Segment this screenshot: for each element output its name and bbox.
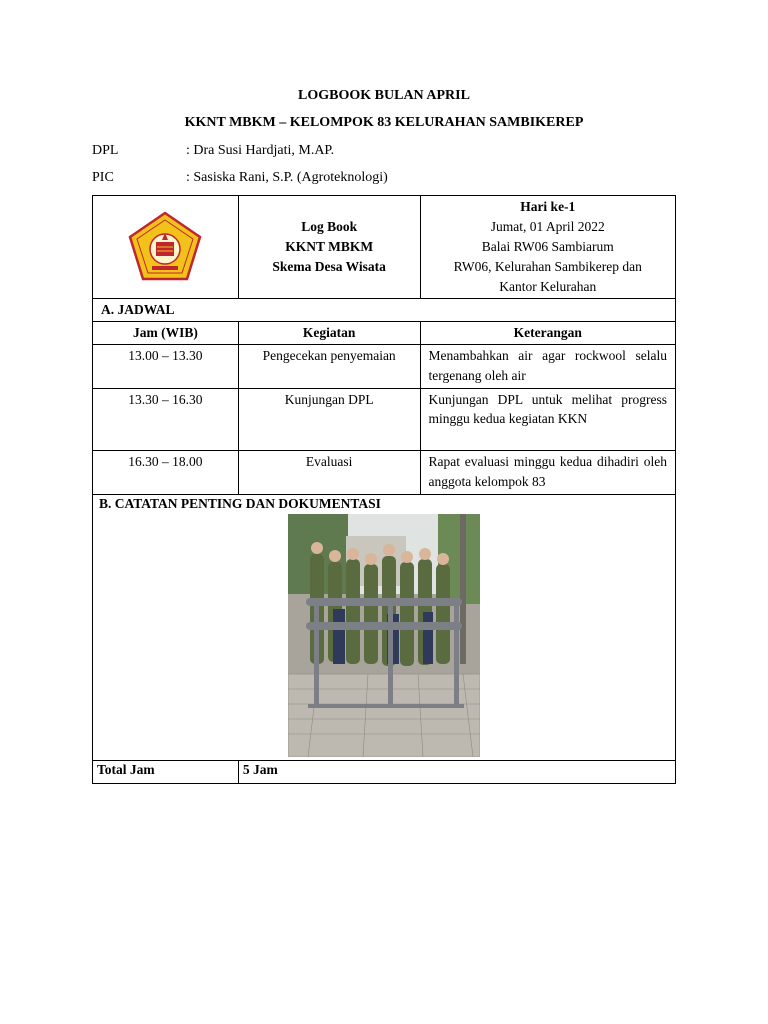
row-note: Rapat evaluasi minggu kedua dihadiri oleh anggota kelompok 83 [420, 451, 676, 495]
day-info-cell [420, 196, 676, 299]
row-activity: Evaluasi [238, 451, 420, 495]
row-note: Kunjungan DPL untuk melihat progress minggu kedua kegiatan KKN [420, 389, 676, 451]
row-activity: Kunjungan DPL [238, 389, 420, 451]
location-line-1: Balai RW06 Sambiarum [481, 239, 614, 254]
logbook-table [92, 195, 676, 784]
page-title: LOGBOOK BULAN APRIL [298, 88, 470, 103]
logbook-line-2: KKNT MBKM [285, 239, 374, 254]
dpl-label: DPL [92, 143, 119, 158]
info-row [93, 196, 676, 299]
logbook-line-3: Skema Desa Wisata [272, 259, 386, 274]
schedule-header-row [93, 322, 676, 345]
day-label: Hari ke-1 [520, 199, 576, 214]
notes-row [93, 495, 676, 761]
total-row [93, 761, 676, 784]
table-row [93, 389, 676, 451]
header-note: Keterangan [420, 322, 676, 345]
notes-cell [93, 495, 676, 761]
logo-cell [93, 196, 239, 299]
notes-section-title: B. CATATAN PENTING DAN DOKUMENTASI [99, 496, 381, 511]
group-photo [288, 514, 480, 757]
page-subtitle: KKNT MBKM – KELOMPOK 83 KELURAHAN SAMBIKEREP [184, 115, 584, 130]
row-activity: Pengecekan penyemaian [238, 345, 420, 389]
total-value: 5 Jam [238, 761, 675, 784]
table-row [93, 345, 676, 389]
table-row [93, 451, 676, 495]
date-text: Jumat, 01 April 2022 [490, 219, 605, 234]
location-line-2: RW06, Kelurahan Sambikerep dan [453, 259, 642, 274]
pic-line [92, 170, 388, 186]
location-line-3: Kantor Kelurahan [499, 279, 597, 294]
pic-label: PIC [92, 170, 114, 185]
header-activity: Kegiatan [238, 322, 420, 345]
total-label: Total Jam [93, 761, 239, 784]
row-time: 13.00 – 13.30 [93, 345, 239, 389]
university-logo-icon [126, 211, 204, 283]
logbook-line-1: Log Book [301, 219, 358, 234]
row-time: 16.30 – 18.00 [93, 451, 239, 495]
schedule-section-row [93, 299, 676, 322]
row-note: Menambahkan air agar rockwool selalu tergenang oleh air [420, 345, 676, 389]
header-time: Jam (WIB) [93, 322, 239, 345]
row-time: 13.30 – 16.30 [93, 389, 239, 451]
logbook-type-cell [238, 196, 420, 299]
schedule-section-title: A. JADWAL [93, 299, 676, 322]
dpl-line [92, 143, 334, 159]
dpl-value: : Dra Susi Hardjati, M.AP. [186, 143, 335, 158]
pic-value: : Sasiska Rani, S.P. (Agroteknologi) [186, 170, 388, 185]
